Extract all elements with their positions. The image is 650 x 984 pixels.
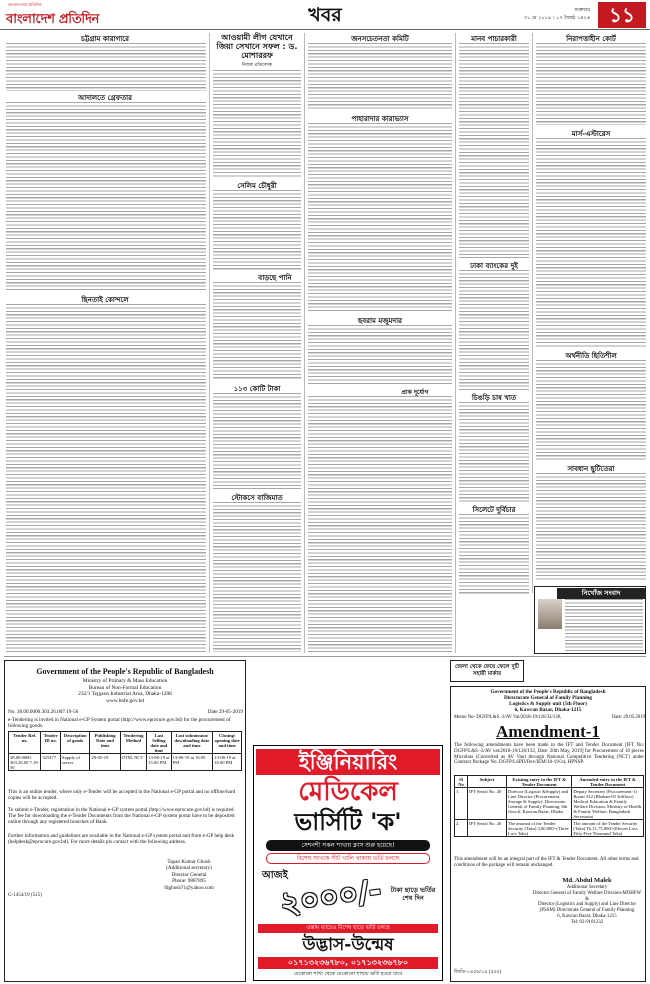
- col4-headline[interactable]: মানব পাচারকারী: [471, 35, 517, 43]
- col5-headline-3[interactable]: অর্থনীতি ছিতিশীল: [565, 352, 617, 360]
- small-ad-text: জেলা থেকে ফেয়ে ফেলে দুটি সহায়ী মার্কার: [454, 664, 520, 677]
- tender-cell: 325477: [41, 754, 61, 771]
- col2-body-5: [213, 502, 301, 652]
- tender-gov: Government of the People's Republic of Bangladesh: [36, 667, 214, 676]
- tender-number: No. 38.00.0000.303.26.007.19-56: [8, 709, 79, 715]
- col5-headline-2[interactable]: মার্স-এস্টারেস: [571, 130, 611, 138]
- ad-footer: যেকোনো শাখা থেকে যেকোনো শাখায় ভর্তি হওয়া যাবে: [293, 971, 403, 977]
- tender-col-header: Tendering Method: [120, 732, 147, 754]
- ad-discount: ২০০০/-: [278, 873, 384, 922]
- tender-cell: 38.00.0000. 303.26.00 7.19-56: [10, 754, 40, 770]
- tender-intro: e-Tendering is invited in National e-GP System portal (http://www.eprocure.gov.bd) for the procurement of following goods.: [8, 717, 231, 729]
- col1-top-body: [6, 43, 206, 91]
- col5-body-3: [536, 360, 646, 460]
- col3-headline[interactable]: জনসচেতনতা কমিটি: [351, 35, 409, 43]
- col3-headline-2[interactable]: পাহারাদার কারাভ্যাস: [351, 115, 409, 123]
- amend-date: Date: 29.05.2019: [611, 715, 645, 720]
- column-divider: [209, 33, 210, 653]
- amend-addr: 6, Kawran Bazar, Dhaka-1215: [514, 707, 582, 713]
- tender-col-header: Last submission/ downloading date and time: [171, 732, 213, 754]
- tender-col-header: Tender ID no.: [41, 732, 61, 754]
- col5-headline[interactable]: নিরাপত্তাহীন কোর্ট: [566, 35, 616, 43]
- col2-body-1: [213, 70, 301, 178]
- tender-col-header: Last Selling date and time: [147, 732, 171, 754]
- amend-cell: 1.: [455, 788, 468, 820]
- amend-cell: IFT Serial No. 26: [468, 820, 507, 837]
- missing-title: নিখোঁজ সংবাদ: [557, 588, 645, 599]
- ad-today: আজই: [262, 870, 288, 881]
- missing-person-notice: [534, 586, 646, 654]
- day-label: শুক্রবার: [574, 7, 590, 13]
- sign-email[interactable]: fdghosh71@yahoo.com: [164, 884, 214, 891]
- col4-body-2: [459, 270, 529, 390]
- divider: [4, 656, 646, 657]
- page-number: ১১: [598, 2, 646, 28]
- col2-body-2: [213, 190, 301, 270]
- tender-cell: 13-06-19 at 16.00 PM: [171, 754, 213, 771]
- ad-band: সেশনশী সকল শাখায় ক্লাস শুরু হয়েছে!: [266, 840, 430, 851]
- col2-headline[interactable]: আওয়ামী লীগ যেখানে জিয়া সেখানে সফল : ড. মোশাররফ: [216, 33, 298, 60]
- col4-headline-2[interactable]: ঢাকা ব্যাংকের দুই: [470, 262, 518, 270]
- amend-sign-role: Additional Secretary: [566, 885, 608, 890]
- ad-brand-note: এক্সাম ব্যাচেও বিশেষ ছাড়ে ভর্তি চলছে: [258, 924, 438, 933]
- amend-code: জিডি-১৪৫৬/১৯ (৫x৫): [454, 970, 502, 975]
- col3-headline-4[interactable]: প্রাক দূর্যোগ: [401, 389, 429, 396]
- column-divider: [304, 33, 305, 653]
- newspaper-logo[interactable]: [6, 2, 116, 28]
- col3-body-3: [308, 325, 452, 385]
- amend-sign-name: Md. Abdul Malek: [562, 877, 612, 884]
- col1-lower-headline[interactable]: ছিনতাই কোন্দলে: [81, 296, 129, 304]
- table-row: [455, 820, 644, 837]
- tender-signature: [135, 859, 243, 891]
- col4-body-4: [459, 514, 529, 594]
- col2-sub3-headline[interactable]: ১১৩ কোটি টাকা: [233, 385, 281, 393]
- col1-mid-body: [6, 102, 206, 292]
- col3-body-4: [308, 396, 452, 652]
- col3-body-1: [308, 43, 452, 111]
- sign-dir: Director General: [171, 871, 207, 878]
- col2-sub1-headline[interactable]: সেলিম চৌধুরী: [237, 182, 277, 190]
- tender-note-1: This is an online tender, where only e-Tender will be accepted in the National e-GP portal and no offline/hard copies will be accepted.: [8, 789, 236, 801]
- col4-body-1: [459, 43, 529, 258]
- amend-intro: The following amendments have been made in the IFT and Tender Document [IFT No: DGFP/L&S -2/AV vat/2018-19/126/132, Date: 20th May, 2019] for Procurement of 10 pieces Microbus (Converted as AV Van) through National Competitive Tendering (NCT) under Contract Package No. DGFP/LSPD/Dev/IEM/18-19/34, HPNSP.: [454, 743, 644, 766]
- bnfe-tender-notice: [4, 660, 246, 982]
- tender-bureau: Bureau of Non-Formal Education: [88, 684, 162, 691]
- missing-body: [565, 599, 643, 651]
- col2-body-4: [213, 393, 301, 489]
- col2-byline: নিজস্ব প্রতিবেদক: [241, 63, 273, 68]
- tender-col-header: Description of goods: [61, 732, 90, 754]
- ad-phone[interactable]: ০১৭১৩২৩৬৭৮০, ০১৭১৩২৩৬৭৮০: [258, 957, 438, 969]
- amend-sign-role5: 6, Kawran Bazar, Dhaka-1215: [557, 913, 617, 919]
- tender-col-header: Closing/ opening date and time: [213, 732, 242, 754]
- col4-body-3: [459, 402, 529, 502]
- col1-lower-body: [6, 304, 206, 654]
- col2-body-3: [213, 282, 301, 380]
- amend-memo: Memo No- DGFP/L&S -2/AV Vat/2018-19/126/32/138,: [454, 715, 562, 720]
- logo-text: বাংলাদেশ প্রতিদিন: [6, 12, 100, 27]
- sign-role: (Additional secretary): [166, 865, 212, 872]
- tender-col-header: Tender Ref. no.: [9, 732, 41, 754]
- amend-unit: Logistics & Supply unit (5th Floor): [509, 701, 587, 707]
- amend-dir: Directorate General of Family Planning: [503, 695, 593, 701]
- amend-cell: Deputy Secretary (Procurement-1) Room-312 (Bhaban-03 3rdfloor) Medical Education & Family Welfare Division, Ministry of Health & Family Welfare, Bangladesh Secretariat: [572, 788, 644, 820]
- col4-headline-3[interactable]: চিঙড়ি চাষ খাত: [471, 394, 517, 402]
- dateline: [470, 6, 590, 26]
- amend-closing: This amendment will be an integral part of the IFT & Tender Document. All other terms and conditions of the package will remain unchanged.: [454, 857, 639, 868]
- col3-body-2: [308, 123, 452, 313]
- section-title: খবর: [308, 4, 342, 26]
- amend-cell: 2.: [455, 820, 468, 837]
- col4-headline-4[interactable]: সিলেটে দুর্বিচার: [472, 506, 516, 514]
- amend-col-header: Sl No: [455, 776, 468, 788]
- amend-title: Amendment-1: [496, 722, 600, 741]
- tender-code: G-1454/19 (5x5): [8, 893, 42, 898]
- ad-line-medical: মেডিকেল: [298, 777, 398, 807]
- amend-sign-role2: Director General of Family Welfare Division-MOHFW: [532, 890, 642, 896]
- amend-col-header: Subject: [468, 776, 507, 788]
- col5-headline-4[interactable]: সাবধান ছুটিতেরা: [567, 465, 615, 473]
- amend-signature: [531, 877, 643, 926]
- ad-brand: উদ্ভাস-উন্মেষ: [302, 935, 394, 955]
- amend-col-header: Existing entry in the IFT & Tender Document: [507, 776, 572, 788]
- missing-person-photo: [538, 599, 562, 629]
- coaching-advertisement[interactable]: [253, 745, 443, 981]
- col5-body-1: [536, 43, 646, 125]
- amend-col-header: Amended entry in the IFT & Tender Document: [572, 776, 644, 788]
- amend-cell: Director (Logistic &Supply) and Line Director (Procurement, Storage & Supply), Directorate General of Family Planning, 6th floor,6, Kawran Bazar, Dhaka: [507, 788, 572, 820]
- col2-sub4-headline[interactable]: স্টোকসে বাজিমাত: [231, 494, 283, 502]
- col2-sub2-headline[interactable]: বাড়ছে পানি: [258, 274, 292, 282]
- tender-cell: 13-06-19 at 15.00 PM: [147, 754, 171, 771]
- sign-phone: Phone: 9887895: [172, 878, 206, 885]
- masthead: [0, 0, 650, 30]
- tender-cell: 13-06-19 at 16.00 PM: [213, 754, 242, 771]
- col1-mid-headline[interactable]: আদালতে গ্রেফতার: [78, 94, 132, 102]
- amend-sign-role3: &: [585, 896, 589, 902]
- table-row: [9, 754, 242, 771]
- amend-table: [454, 775, 644, 837]
- col1-top-headline[interactable]: চট্টগ্রাম কারাগারে: [81, 35, 129, 43]
- tender-col-header: Publishing Date and time: [90, 732, 120, 754]
- amend-gov: Government of the People's Republic of Bangladesh: [490, 689, 606, 695]
- tender-cell: OTM, NCT: [120, 754, 147, 771]
- tender-date: Date 29-05-2019: [207, 709, 243, 715]
- table-row: [455, 788, 644, 820]
- col5-body-2: [536, 138, 646, 348]
- amend-sign-tel: Tel: 02-9101232: [570, 919, 604, 925]
- amend-sign-role4: Director (Logistics and Supply) and Line Director (PSSM) Directorate General of Family Planning: [537, 902, 637, 914]
- date-label: ৩১ মে ২০১৯ । ১৭ জ্যৈষ্ঠ ১৪২৬: [523, 15, 590, 21]
- ad-line-engineering: ইঞ্জিনিয়ারিং: [256, 749, 440, 775]
- amend-cell: The amount of the Tender Security (Taka) Tk.11,75,000/-(Eleven Lacs Fifty Five Thousand Taka): [572, 820, 644, 837]
- amend-cell: The amount of the Tender Security (Taka) 3,00,000/-(Three Lacs Taka): [507, 820, 572, 837]
- dgfp-amendment-notice: [450, 686, 646, 982]
- col5-body-4: [536, 473, 646, 581]
- col3-headline-3[interactable]: ছবরাম মজুমদার: [358, 317, 402, 325]
- tender-table: [8, 731, 242, 771]
- ad-line-varsity: ভার্সিটি 'ক': [294, 808, 402, 836]
- tender-ministry: Ministry of Primary & Mass Education: [82, 678, 168, 684]
- logo-tagline: বাংলাদেশের প্রতিদিন: [8, 2, 42, 7]
- small-ad-box: [450, 660, 524, 682]
- tender-cell: Supply of server: [61, 754, 90, 771]
- tender-note-2: To submit e-Tender, registration in the National e-GP system portal (http://www.eprocure.gov.bd) is required. The fee for downloading the e-Tender Documents from the National e-GP system portal have to be deposited online through any registered branches of Bank.: [8, 807, 235, 825]
- column-divider: [532, 33, 533, 593]
- sign-name: Tapan Kumar Ghosh: [167, 859, 211, 865]
- ad-band-2: বিশেষ সংখ্যক সীট খালি থাকায় ভর্তি চলছে: [266, 853, 430, 864]
- ad-discount-note: টাকা ছাড়ে ভর্তির শেষ দিন: [390, 886, 436, 902]
- amend-cell: IFT Serial No. 20: [468, 788, 507, 820]
- tender-cell: 29-05-19: [90, 754, 120, 771]
- column-divider: [455, 33, 456, 653]
- tender-address: 232/1 Tejgaon Industrial Area, Dhaka-1208: [78, 691, 172, 697]
- tender-web[interactable]: www.bnfe.gov.bd: [105, 697, 145, 704]
- tender-note-3: Further information and guidelines are available in the National e-GP system portal and from e-GP help desk (helpdesk@eprocure.gov.bd). For more details pls contact with the following address.: [8, 833, 235, 845]
